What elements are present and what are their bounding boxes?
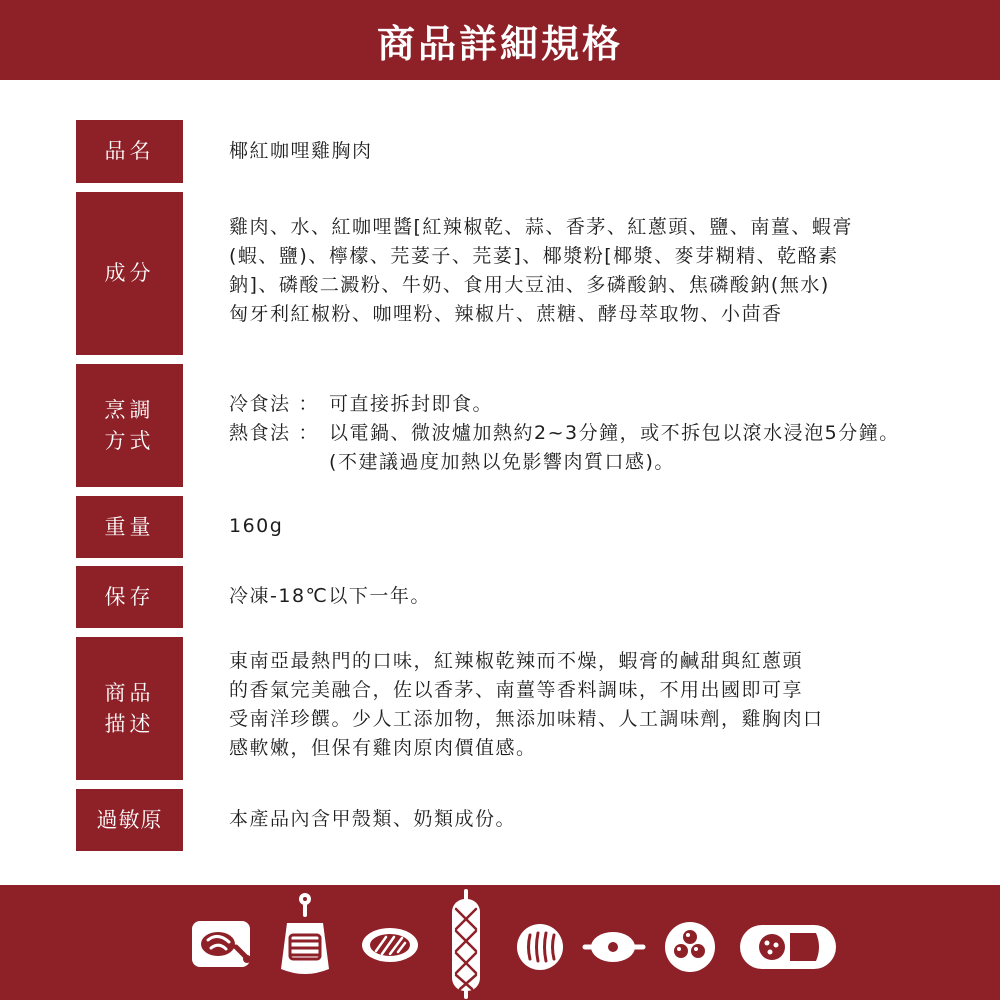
spec-label-name (76, 120, 183, 183)
spec-value-name: 椰紅咖哩雞胸肉 (229, 140, 373, 162)
spec-label-description-line1: 商品 (104, 680, 155, 705)
footer-icons (0, 885, 1000, 1000)
sausage-icon (452, 891, 480, 997)
cutting-board-icon (281, 895, 329, 974)
ingredients-line: (蝦、鹽)、檸檬、芫荽子、芫荽]、椰漿粉[椰漿、麥芽糊精、乾酪素 (229, 245, 839, 267)
cold-method-key: 冷食法 (229, 393, 291, 415)
spec-label-weight-text: 重量 (104, 514, 155, 539)
chicken-breast-icon (192, 921, 251, 967)
ingredients-line: 雞肉、水、紅咖哩醬[紅辣椒乾、蒜、香茅、紅蔥頭、鹽、南薑、蝦膏 (229, 216, 853, 238)
spec-label-allergen-text: 過敏原 (96, 807, 163, 832)
spec-label-cooking (76, 364, 183, 487)
ingredients-line: 匈牙利紅椒粉、咖哩粉、辣椒片、蔗糖、酵母萃取物、小茴香 (229, 303, 783, 325)
spec-label-name-text: 品名 (104, 139, 155, 163)
description-line: 東南亞最熱門的口味，紅辣椒乾辣而不燥，蝦膏的鹹甜與紅蔥頭 (229, 650, 804, 672)
spec-label-weight (76, 496, 183, 558)
cold-method-line (229, 390, 969, 419)
spec-label-storage-text: 保存 (104, 584, 155, 609)
bacon-icon (517, 924, 563, 970)
spec-value-storage: 冷凍-18℃以下一年。 (229, 585, 431, 607)
footer-icon-bar (0, 885, 1000, 1000)
spec-label-description (76, 637, 183, 780)
spec-value-description (229, 647, 969, 763)
description-line: 的香氣完美融合，佐以香茅、南薑等香料調味，不用出國即可享 (229, 679, 804, 701)
spec-row-description (76, 637, 976, 780)
spec-row-storage (76, 566, 976, 628)
spec-label-ingredients-text: 成分 (104, 261, 155, 285)
spec-row-ingredients (76, 192, 976, 355)
spec-label-description-line2: 描述 (104, 711, 155, 736)
spec-row-name (76, 120, 976, 183)
spec-label-cooking-line1: 烹調 (104, 397, 155, 422)
spec-value-ingredients (229, 213, 969, 329)
page-title: 商品詳細規格 (376, 21, 623, 66)
hot-method-value: 以電鍋、微波爐加熱約2~3分鐘，或不拆包以滾水浸泡5分鐘。(不建議過度加熱以免影響肉質口感)。 (329, 422, 900, 473)
ingredients-line: 鈉]、磷酸二澱粉、牛奶、食用大豆油、多磷酸鈉、焦磷酸鈉(無水) (229, 274, 830, 296)
hot-method-key: 熱食法 (229, 422, 291, 444)
sliced-ham-icon (740, 925, 836, 969)
spec-value-weight: 160g (229, 515, 284, 537)
spec-row-weight (76, 496, 976, 558)
cold-method-value: 可直接拆封即食。 (329, 393, 494, 415)
meatballs-icon (665, 922, 715, 972)
description-line: 感軟嫩，但保有雞肉原肉價值感。 (229, 737, 537, 759)
spec-label-allergen (76, 789, 183, 851)
spec-row-allergen (76, 789, 976, 851)
spec-value-cooking (229, 390, 969, 477)
spec-label-ingredients (76, 192, 183, 355)
steak-icon (362, 928, 418, 962)
cold-method-separator: ： (298, 393, 320, 415)
description-line: 受南洋珍饌。少人工添加物，無添加味精、人工調味劑，雞胸肉口 (229, 708, 824, 730)
frying-pan-icon (585, 932, 643, 962)
spec-label-cooking-line2: 方式 (104, 428, 155, 453)
spec-row-cooking (76, 364, 976, 487)
hot-method-separator: ： (298, 422, 320, 444)
hot-method-line (229, 419, 969, 477)
spec-label-storage (76, 566, 183, 628)
spec-value-allergen: 本產品內含甲殼類、奶類成份。 (229, 808, 517, 830)
page-header (0, 0, 1000, 80)
